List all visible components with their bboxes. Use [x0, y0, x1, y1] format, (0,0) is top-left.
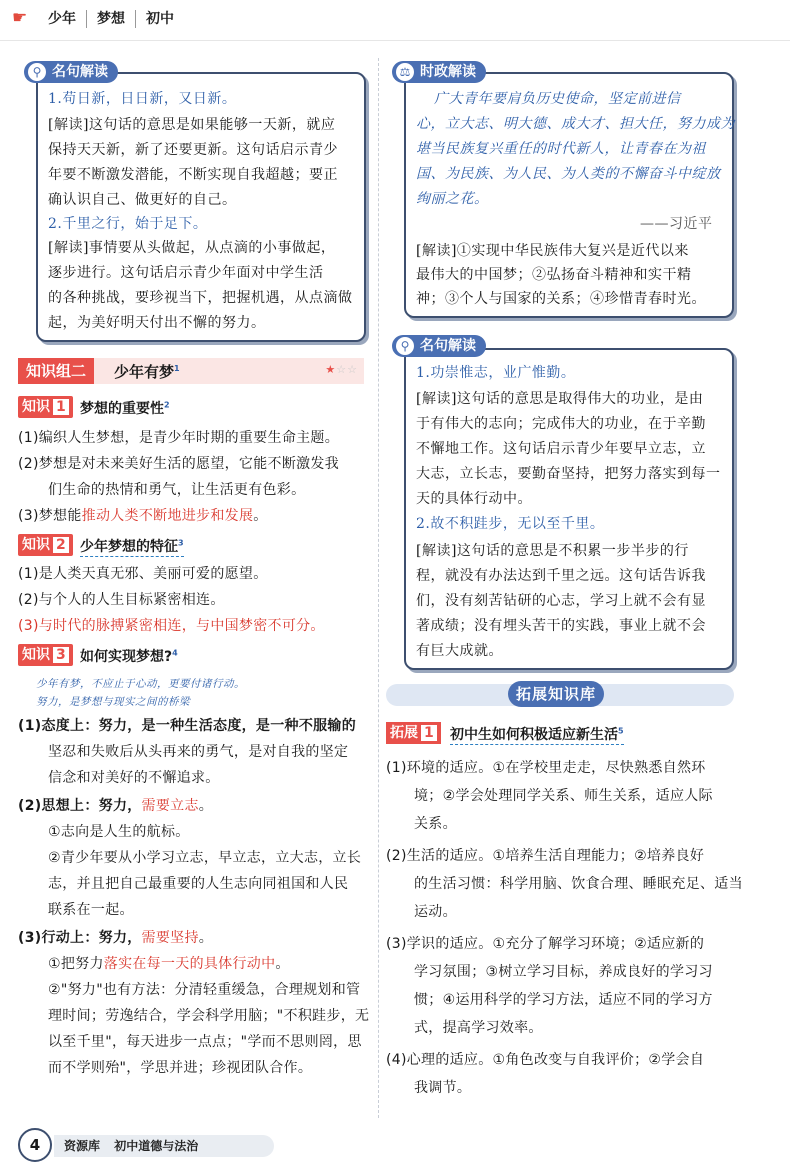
text-line: 联系在一起。	[48, 902, 134, 918]
header-tab: 梦想	[87, 10, 136, 28]
callout-line: 确认识自己、做更好的自己。	[48, 192, 237, 208]
text-line: 运动。	[414, 904, 457, 920]
magnifier-icon: ⚲	[396, 337, 414, 355]
text-line: (3)梦想能推动人类不断地进步和发展。	[18, 508, 268, 524]
difficulty-stars: ★☆☆	[325, 363, 358, 376]
magnifier-icon: ⚲	[28, 63, 46, 81]
text-line: ②青少年要从小学习立志，早立志，立大志，立长	[48, 850, 362, 866]
page-number: 4	[18, 1128, 52, 1162]
header-divider	[0, 40, 790, 41]
callout-line: 的各种挑战，要珍视当下，把握机遇，从点滴做	[48, 290, 353, 306]
header-tab: 少年	[38, 10, 87, 28]
extension-title: 初中生如何积极适应新生活$^5$	[450, 724, 624, 745]
callout-line: [解读]这句话的意思是不积累一步半步的行	[416, 543, 689, 559]
callout-line: 于有伟大的志向；完成伟大的功业，在于辛勤	[416, 416, 706, 432]
scale-icon: ⚖	[396, 63, 414, 81]
header-tabs	[38, 10, 184, 28]
quote-callout-tag	[392, 335, 486, 357]
footer-subject: 初中道德与法治	[114, 1139, 199, 1153]
callout-line: 起，为美好明天付出不懈的努力。	[48, 315, 266, 331]
callout-line: 著成绩；没有埋头苦干的实践，事业上就不会	[416, 618, 706, 634]
knowledge-title: 少年梦想的特征$^3$	[80, 536, 184, 557]
callout-line: 最伟大的中国梦；②弘扬奋斗精神和实干精	[416, 267, 692, 283]
text-line: (1)态度上：努力，是一种生活态度，是一种不服输的	[18, 718, 357, 734]
text-line: 以至千里"，每天进步一点点；"学而不思则罔，思	[48, 1034, 362, 1050]
text-line: 惯；④运用科学的学习方法，适应不同的学习方	[414, 992, 713, 1008]
policy-callout-tag	[392, 61, 486, 83]
callout-line: [解读]这句话的意思是取得伟大的功业，是由	[416, 391, 704, 407]
quote-line: 绚丽之花。	[416, 191, 489, 207]
text-line: 志，并且把自己最重要的人生志向同祖国和人民	[48, 876, 349, 892]
callout-line: 神；③个人与国家的关系；④珍惜青春时光。	[416, 291, 706, 307]
text-line: ②"努力"也有方法：分清轻重缓急，合理规划和管	[48, 982, 361, 998]
quote-line: 堪当民族复兴重任的时代新人，让青春在为祖	[416, 141, 706, 157]
text-line: (2)生活的适应。①培养生活自理能力；②培养良好	[386, 848, 705, 864]
quote-line: 广大青年要肩负历史使命，坚定前进信	[434, 91, 681, 107]
callout-line: 逐步进行。这句话启示青少年面对中学生活	[48, 265, 324, 281]
callout-tag-label: 名句解读	[52, 64, 108, 80]
knowledge-badge: 知识 2	[18, 534, 73, 556]
pointing-hand-icon: ☛	[12, 8, 28, 28]
text-line: (3)行动上：努力，需要坚持。	[18, 930, 214, 946]
text-line: (1)环境的适应。①在学校里走走，尽快熟悉自然环	[386, 760, 706, 776]
extension-banner	[386, 684, 734, 706]
callout-line: 1.功崇惟志，业广惟勤。	[416, 365, 576, 381]
callout-line: 2.千里之行，始于足下。	[48, 216, 208, 232]
text-line: 关系。	[414, 816, 457, 832]
text-line: (1)是人类天真无邪、美丽可爱的愿望。	[18, 566, 268, 582]
callout-line: 有巨大成就。	[416, 643, 503, 659]
text-line: ①把努力落实在每一天的具体行动中。	[48, 956, 290, 972]
text-line: (3)与时代的脉搏紧密相连，与中国梦密不可分。	[18, 618, 325, 634]
group-title: 少年有梦$^1$	[114, 363, 180, 381]
knowledge-title: 梦想的重要性$^2$	[80, 400, 170, 417]
callout-line: 年要不断激发潜能，不断实现自我超越；要正	[48, 167, 338, 183]
text-line: 式，提高学习效率。	[414, 1020, 543, 1036]
text-line: (1)编织人生梦想，是青少年时期的重要生命主题。	[18, 430, 340, 446]
text-line: 而不学则殆"，学思并进；珍视团队合作。	[48, 1060, 313, 1076]
text-line: (2)思想上：努力，需要立志。	[18, 798, 214, 814]
text-line: 信念和对美好的不懈追求。	[48, 770, 220, 786]
callout-tag-label: 时政解读	[420, 64, 476, 80]
callout-line: [解读]①实现中华民族伟大复兴是近代以来	[416, 243, 689, 259]
column-divider	[378, 58, 379, 1118]
callout-line: 2.故不积跬步，无以至千里。	[416, 516, 605, 532]
callout-line: 1.苟日新，日日新，又日新。	[48, 91, 237, 107]
text-line: (2)梦想是对未来美好生活的愿望，它能不断激发我	[18, 456, 340, 472]
quote-callout-tag	[24, 61, 118, 83]
knowledge-group-banner	[18, 358, 364, 384]
knowledge-badge: 知识 3	[18, 644, 73, 666]
callout-line: [解读]这句话的意思是如果能够一天新，就应	[48, 117, 336, 133]
extension-badge: 拓展 1	[386, 722, 441, 744]
quote-author: ——习近平	[640, 216, 713, 232]
knowledge-title: 如何实现梦想?$^4$	[80, 648, 178, 665]
callout-line: 们，没有刻苦钻研的心志，学习上就不会有显	[416, 593, 706, 609]
footer-bar	[54, 1135, 274, 1157]
text-line: (2)与个人的人生目标紧密相连。	[18, 592, 225, 608]
knowledge-badge: 知识 1	[18, 396, 73, 418]
text-line: 我调节。	[414, 1080, 472, 1096]
text-line: (3)学识的适应。①充分了解学习环境；②适应新的	[386, 936, 705, 952]
callout-line: 程，就没有办法达到千里之远。这句话告诉我	[416, 568, 706, 584]
text-line: 境；②学会处理同学关系、师生关系，适应人际	[414, 788, 713, 804]
text-line: 理时间；劳逸结合，学会科学用脑；"不积跬步，无	[48, 1008, 370, 1024]
header-tab: 初中	[146, 11, 174, 27]
callout-line: 天的具体行动中。	[416, 491, 532, 507]
callout-line: 保持天天新，新了还要更新。这句话启示青少	[48, 142, 338, 158]
handwritten-note: 少年有梦，不应止于心动，更要付诸行动。	[36, 678, 245, 690]
handwritten-note: 努力，是梦想与现实之间的桥梁	[36, 696, 190, 708]
callout-line: [解读]事情要从头做起，从点滴的小事做起，	[48, 240, 336, 256]
text-line: ①志向是人生的航标。	[48, 824, 190, 840]
text-line: 们生命的热情和勇气，让生活更有色彩。	[48, 482, 306, 498]
page-header	[0, 0, 790, 40]
text-line: 的生活习惯：科学用脑、饮食合理、睡眠充足、适当	[414, 876, 743, 892]
extension-banner-title: 拓展知识库	[508, 681, 604, 707]
text-line: (4)心理的适应。①角色改变与自我评价；②学会自	[386, 1052, 705, 1068]
text-line: 学习氛围；③树立学习目标，养成良好的学习习	[414, 964, 713, 980]
footer-book: 资源库	[64, 1139, 101, 1153]
callout-line: 大志，立长志，要勤奋坚持，把努力落实到每一	[416, 466, 721, 482]
group-label: 知识组二	[18, 358, 94, 384]
callout-tag-label: 名句解读	[420, 338, 476, 354]
quote-line: 国、为民族、为人民、为人类的不懈奋斗中绽放	[416, 166, 721, 182]
callout-line: 不懈地工作。这句话启示青少年要早立志，立	[416, 441, 706, 457]
text-line: 坚忍和失败后从头再来的勇气，是对自我的坚定	[48, 744, 349, 760]
quote-line: 心，立大志、明大德、成大才、担大任，努力成为	[416, 116, 735, 132]
